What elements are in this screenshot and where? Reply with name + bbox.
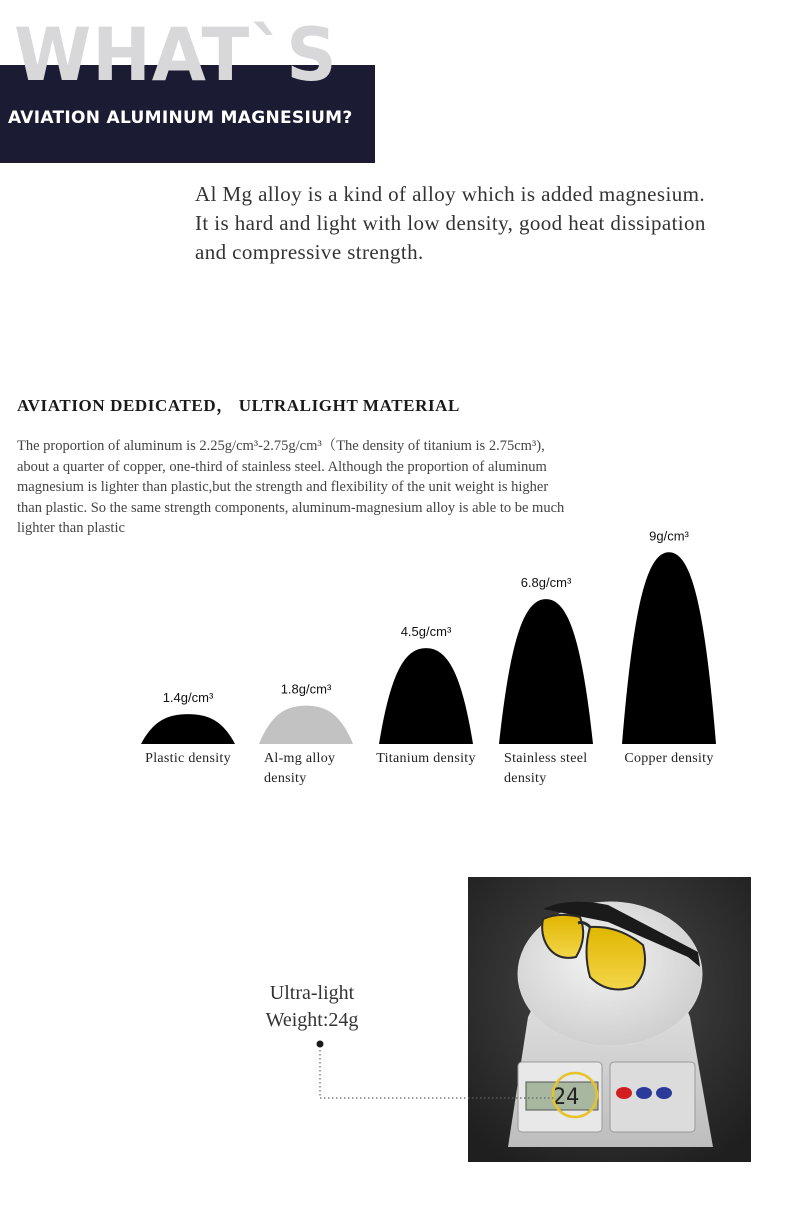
product-photo	[468, 877, 751, 1162]
paragraph-line: lighter than plastic	[17, 520, 125, 536]
density-bar	[499, 599, 593, 744]
density-category-label: Copper density	[624, 751, 714, 766]
density-bar	[622, 552, 716, 744]
scale-tare-button	[636, 1087, 652, 1099]
density-category-label: density	[504, 771, 547, 786]
intro-line: Al Mg alloy is a kind of alloy which is added magnesium.	[195, 182, 705, 206]
paragraph-line: magnesium is lighter than plastic,but the strength and flexibility of the unit weight is higher	[17, 479, 549, 495]
weight-callout	[252, 980, 372, 1034]
scale-power-button	[616, 1087, 632, 1099]
density-bar	[379, 648, 473, 744]
intro-line: and compressive strength.	[195, 240, 424, 264]
page-title: WHAT`S	[14, 11, 338, 98]
paragraph-line: The proportion of aluminum is 2.25g/cm³-2.75g/cm³（The density of titanium is 2.75cm³),	[17, 438, 545, 454]
intro-line: It is hard and light with low density, good heat dissipation	[195, 211, 706, 235]
connector-dot	[317, 1041, 324, 1048]
density-value-label: 1.8g/cm³	[280, 681, 332, 697]
density-value-label: 1.4g/cm³	[162, 690, 214, 706]
callout-line: Weight:24g	[265, 1009, 359, 1031]
connector-line	[320, 1050, 555, 1098]
paragraph-line: than plastic. So the same strength components, aluminum-magnesium alloy is able to be much	[17, 499, 565, 516]
density-category-label: Stainless steel	[504, 751, 588, 766]
paragraph-line: about a quarter of copper, one-third of stainless steel. Although the proportion of aluminum	[17, 458, 547, 475]
density-category-label: Plastic density	[145, 751, 231, 766]
intro-text	[195, 180, 775, 267]
callout-connector	[300, 1030, 560, 1110]
density-value-label: 4.5g/cm³	[400, 624, 452, 640]
density-chart	[130, 520, 750, 800]
density-category-label: density	[264, 771, 307, 786]
density-value-label: 9g/cm³	[649, 528, 689, 544]
callout-line: Ultra-light	[269, 982, 355, 1004]
scale-reading: 24	[552, 1085, 580, 1110]
scale-unit-button	[656, 1087, 672, 1099]
density-category-label: Titanium density	[376, 751, 476, 766]
page-subtitle: AVIATION ALUMINUM MAGNESIUM?	[8, 108, 353, 128]
density-value-label: 6.8g/cm³	[520, 575, 572, 591]
density-category-label: Al-mg alloy	[264, 751, 336, 766]
section-heading: AVIATION DEDICATED， ULTRALIGHT MATERIAL	[17, 396, 460, 415]
density-bar	[259, 706, 353, 744]
density-bar	[141, 714, 235, 744]
